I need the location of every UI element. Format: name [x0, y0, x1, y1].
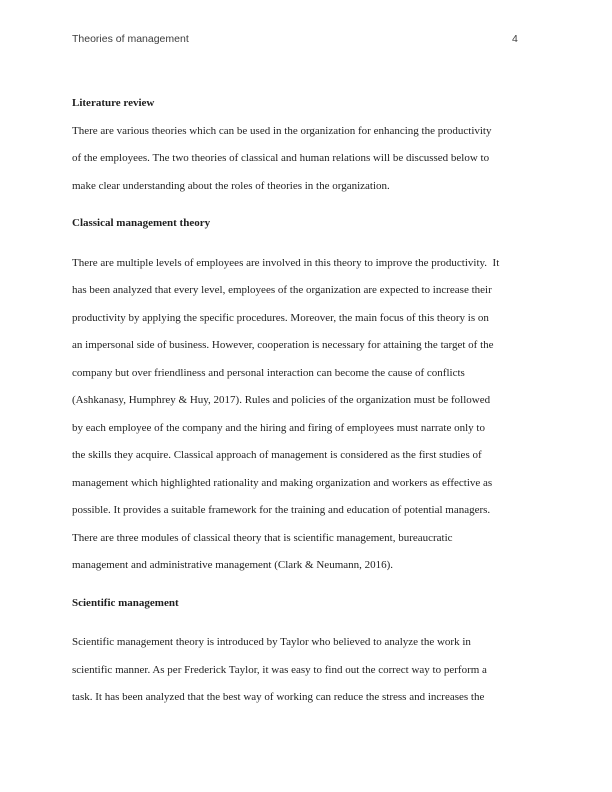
paragraph-line: the skills they acquire. Classical approach of management is considered as the first studies of: [72, 449, 482, 461]
page-number: 4: [512, 33, 518, 45]
paragraph-line: make clear understanding about the roles of theories in the organization.: [72, 179, 390, 192]
paragraph: [72, 629, 540, 712]
paragraph-line: scientific manner. As per Frederick Taylor, it was easy to find out the correct way to perform a: [72, 663, 487, 676]
paragraph-line: by each employee of the company and the hiring and firing of employees must narrate only to: [72, 421, 485, 434]
paragraph: [72, 250, 540, 580]
paragraph-line: management and administrative management (Clark & Neumann, 2016).: [72, 559, 394, 571]
page-header: [72, 33, 540, 49]
paragraph-line: Scientific management theory is introduced by Taylor who believed to analyze the work in: [72, 636, 471, 648]
paragraph-line: an impersonal side of business. However, cooperation is necessary for attaining the target of the: [72, 339, 494, 351]
paragraph-line: of the employees. The two theories of classical and human relations will be discussed below to: [72, 152, 490, 164]
section-heading: Scientific management: [72, 596, 179, 609]
paragraph-line: management which highlighted rationality and making organization and workers as effective as: [72, 476, 493, 489]
section-heading: Literature review: [72, 97, 155, 109]
running-head: Theories of management: [72, 33, 189, 45]
paragraph-line: possible. It provides a suitable framework for the training and education of potential managers.: [72, 504, 491, 516]
paragraph-line: There are multiple levels of employees are involved in this theory to improve the productivity. It: [72, 256, 500, 269]
paragraph: [72, 118, 540, 201]
paragraph-line: (Ashkanasy, Humphrey & Huy, 2017). Rules and policies of the organization must be followed: [72, 394, 491, 406]
section-heading: Classical management theory: [72, 217, 211, 229]
paragraph-line: company but over friendliness and personal interaction can become the cause of conflicts: [72, 366, 465, 379]
paragraph-line: task. It has been analyzed that the best way of working can reduce the stress and increases the: [72, 691, 485, 703]
paragraph-line: has been analyzed that every level, employees of the organization are expected to increase their: [72, 284, 492, 296]
paragraph-line: There are various theories which can be used in the organization for enhancing the productivity: [72, 124, 492, 137]
document-body: [72, 90, 540, 712]
paragraph-line: There are three modules of classical theory that is scientific management, bureaucratic: [72, 531, 453, 544]
paragraph-line: productivity by applying the specific procedures. Moreover, the main focus of this theory is on: [72, 311, 489, 324]
